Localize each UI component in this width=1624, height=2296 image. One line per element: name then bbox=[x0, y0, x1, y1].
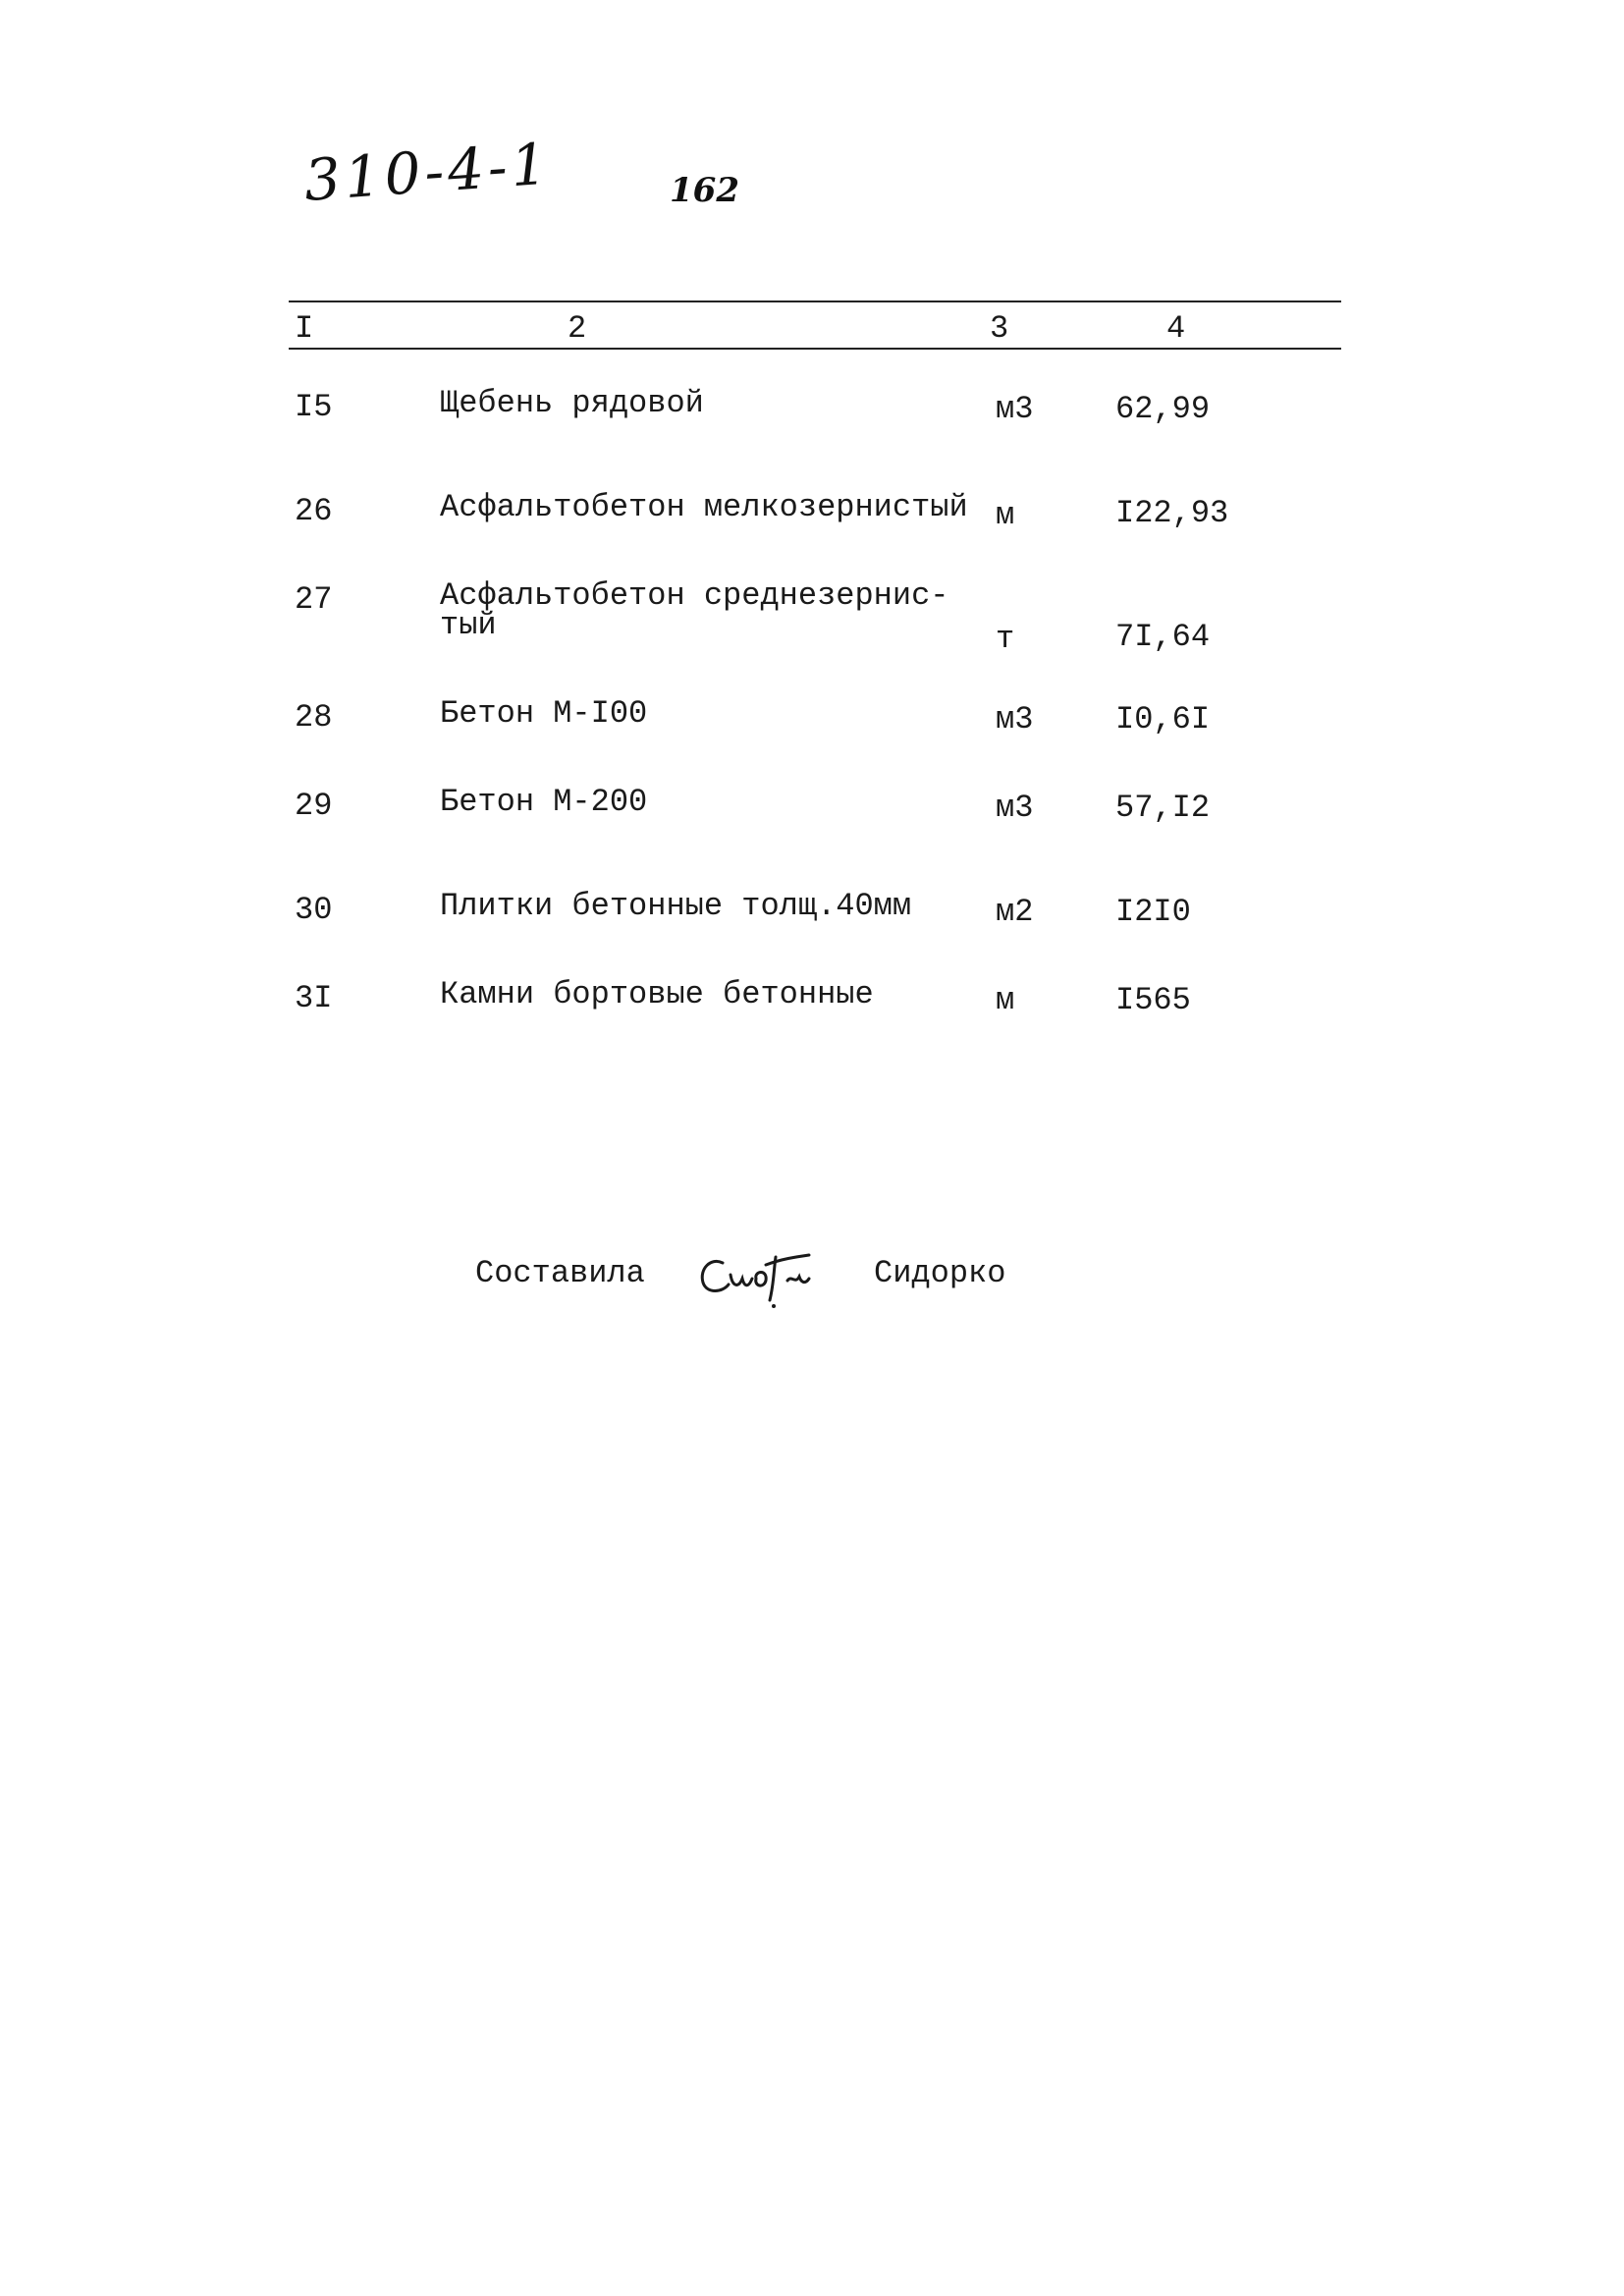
handwritten-signature bbox=[693, 1235, 831, 1314]
row-material: Камни бортовые бетонные bbox=[440, 976, 874, 1012]
row-unit: м3 bbox=[996, 391, 1034, 427]
row-unit: м bbox=[996, 497, 1015, 533]
row-quantity: 57,I2 bbox=[1115, 790, 1211, 826]
row-material: Бетон М-200 bbox=[440, 784, 648, 820]
row-number: 3I bbox=[295, 980, 333, 1016]
page-number: 162 bbox=[670, 171, 739, 210]
row-number: 30 bbox=[295, 892, 333, 928]
row-unit: м3 bbox=[996, 701, 1034, 738]
row-number: 28 bbox=[295, 699, 333, 736]
row-material: Бетон М-I00 bbox=[440, 695, 648, 732]
row-number: 29 bbox=[295, 788, 333, 824]
row-unit: м bbox=[996, 982, 1015, 1018]
row-material: Щебень рядовой bbox=[440, 385, 704, 421]
table-header-rule bbox=[289, 348, 1341, 350]
signature-block bbox=[475, 1249, 1104, 1308]
row-unit: м2 bbox=[996, 894, 1034, 930]
row-number: 26 bbox=[295, 493, 333, 529]
row-quantity: I2I0 bbox=[1115, 894, 1191, 930]
row-number: I5 bbox=[295, 389, 333, 425]
compiler-name: Сидорко bbox=[874, 1255, 1006, 1291]
row-material: Асфальтобетон среднезернис-тый bbox=[440, 577, 949, 643]
row-material: Плитки бетонные толщ.40мм bbox=[440, 888, 912, 924]
row-quantity: 62,99 bbox=[1115, 391, 1211, 427]
row-quantity: I565 bbox=[1115, 982, 1191, 1018]
row-material: Асфальтобетон мелкозернистый bbox=[440, 489, 968, 525]
row-number: 27 bbox=[295, 581, 333, 618]
table-top-rule bbox=[289, 301, 1341, 302]
row-unit: м3 bbox=[996, 790, 1034, 826]
column-header-1: I bbox=[295, 310, 314, 347]
row-quantity: I22,93 bbox=[1115, 495, 1229, 531]
row-quantity: I0,6I bbox=[1115, 701, 1211, 738]
column-header-2: 2 bbox=[568, 310, 587, 347]
row-quantity: 7I,64 bbox=[1115, 619, 1211, 655]
document-code: 310-4-1 bbox=[301, 130, 554, 214]
compiled-by-label: Составила bbox=[475, 1255, 645, 1291]
table-header-row bbox=[289, 310, 1341, 346]
column-header-3: 3 bbox=[990, 310, 1009, 347]
column-header-4: 4 bbox=[1166, 310, 1186, 347]
row-unit: т bbox=[996, 621, 1015, 657]
